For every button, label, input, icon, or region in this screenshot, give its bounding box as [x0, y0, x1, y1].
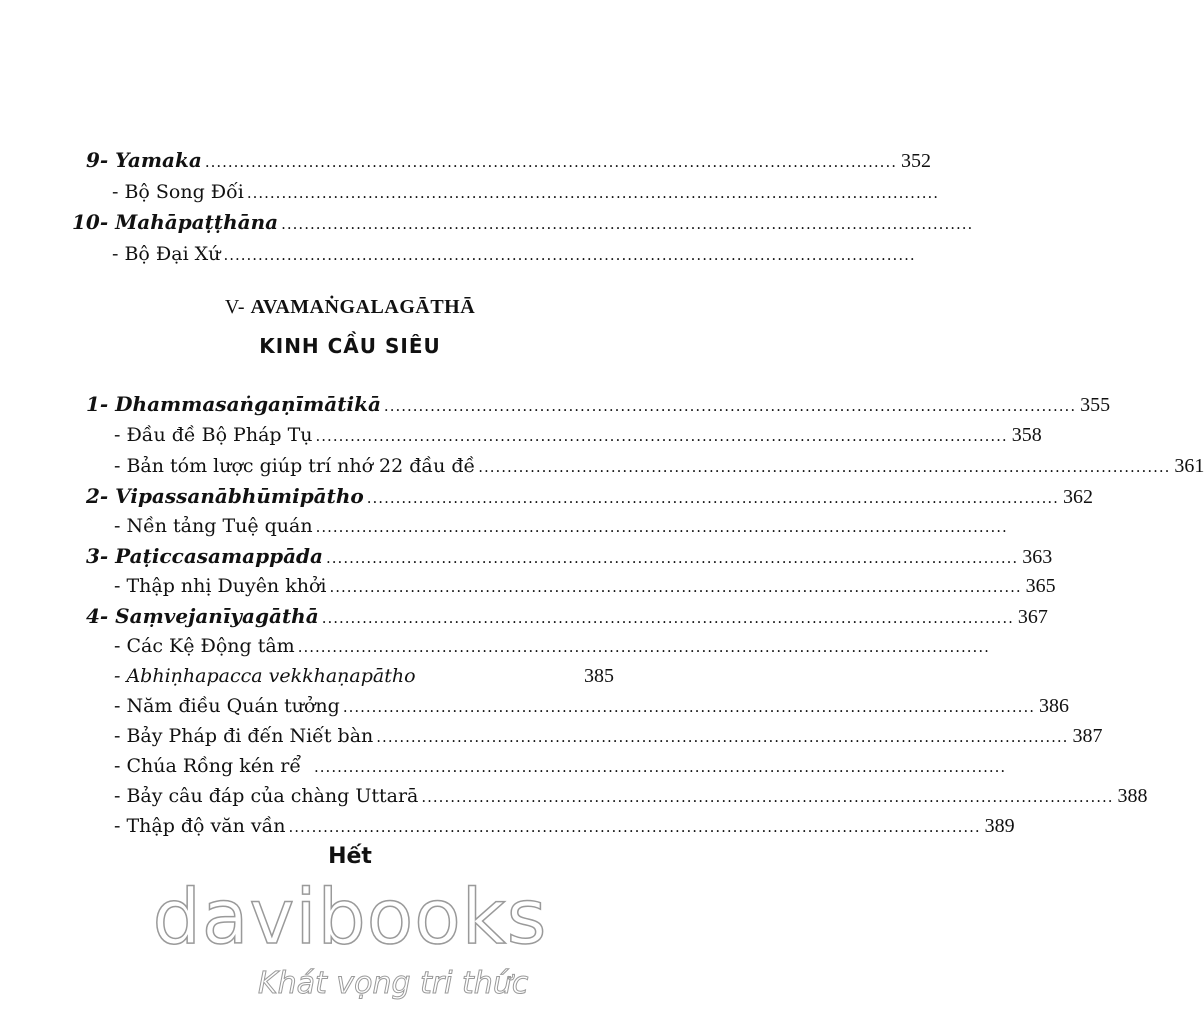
toc-row — [114, 632, 990, 660]
toc-row — [86, 602, 1048, 630]
toc-row — [114, 572, 1056, 600]
toc-page: 355 — [1080, 394, 1111, 416]
toc-row — [114, 752, 1007, 780]
toc-row — [114, 512, 1008, 540]
toc-label: - Bộ Song Đối — [112, 181, 244, 203]
toc-page: 367 — [1017, 606, 1048, 628]
toc-row-song-doi — [112, 178, 940, 206]
toc-leader: ........................................................................................................................ — [314, 758, 1007, 776]
toc-page: 386 — [1038, 695, 1069, 717]
section-heading — [0, 296, 700, 319]
section-subtitle: KINH CẦU SIÊU — [259, 334, 441, 358]
toc-label: - Abhiṇhapacca vekkhaṇapātho — [114, 665, 416, 687]
end-marker: Hết — [328, 844, 372, 869]
toc-row — [114, 452, 1204, 480]
toc-leader: ........................................................................................................................ — [329, 578, 1022, 596]
toc-leader: ........................................................................................................................ — [376, 728, 1069, 746]
toc-leader: ........................................................................................................................ — [342, 698, 1035, 716]
toc-page: 387 — [1072, 725, 1103, 747]
toc-label: - Bản tóm lược giúp trí nhớ 22 đầu đề — [114, 455, 476, 477]
toc-row — [86, 482, 1093, 510]
toc-row — [114, 722, 1103, 750]
toc-leader: ........................................................................................................................ — [326, 549, 1019, 567]
toc-leader: ........................................................................................................................ — [315, 427, 1008, 445]
toc-label: - Bộ Đại Xứ — [112, 243, 221, 265]
toc-page: 389 — [984, 815, 1015, 837]
toc-label: - Bảy Pháp đi đến Niết bàn — [114, 725, 374, 747]
toc-label: - Bảy câu đáp của chàng Uttarā — [114, 785, 419, 807]
toc-leader: ........................................................................................................................ — [366, 489, 1059, 507]
toc-row — [114, 662, 614, 690]
toc-row — [86, 542, 1053, 570]
toc-page: 362 — [1062, 486, 1093, 508]
toc-row — [86, 390, 1111, 418]
toc-label: 1- Dhammasaṅgaṇīmātikā — [86, 392, 381, 416]
toc-leader: ........................................................................................................................ — [281, 215, 974, 233]
watermark-tagline: Khát vọng tri thức — [258, 966, 529, 1001]
toc-label: - Thập nhị Duyên khởi — [114, 575, 327, 597]
toc-label: 3- Paṭiccasamappāda — [86, 544, 324, 568]
toc-label: - Thập độ văn vần — [114, 815, 286, 837]
toc-row — [114, 421, 1042, 449]
toc-leader: ........................................................................................................................ — [383, 397, 1077, 415]
toc-label: 10- Mahāpaṭṭhāna — [72, 210, 279, 234]
toc-row — [114, 812, 1015, 840]
toc-row — [114, 692, 1069, 720]
toc-leader: ........................................................................................................................ — [478, 458, 1171, 476]
toc-label: - Chúa Rồng kén rể — [114, 755, 302, 777]
toc-row-dai-xu — [112, 240, 916, 268]
toc-page: 385 — [584, 665, 614, 687]
toc-page: 352 — [900, 150, 931, 172]
toc-page: 361 — [1174, 455, 1204, 477]
toc-page: 365 — [1025, 575, 1056, 597]
toc-page: 358 — [1011, 424, 1042, 446]
toc-label: 9- Yamaka — [86, 148, 202, 172]
section-title: AVAMAṄGALAGĀTHĀ — [250, 296, 476, 318]
toc-row-mahapatthana — [72, 208, 974, 236]
toc-leader: ........................................................................................................................ — [204, 153, 897, 171]
toc-page: 388 — [1117, 785, 1148, 807]
watermark-brand: davibooks — [152, 872, 548, 961]
toc-page: 363 — [1022, 546, 1053, 568]
toc-label: 4- Saṃvejanīyagāthā — [86, 604, 319, 628]
toc-leader: ........................................................................................................................ — [297, 638, 990, 656]
toc-leader: ........................................................................................................................ — [246, 184, 940, 202]
section-number: V- — [224, 296, 246, 318]
toc-label: - Năm điều Quán tưởng — [114, 695, 340, 717]
toc-label: - Các Kệ Động tâm — [114, 635, 295, 657]
toc-leader: ........................................................................................................................ — [315, 518, 1008, 536]
toc-leader: ........................................................................................................................ — [421, 788, 1114, 806]
toc-row — [114, 782, 1148, 810]
toc-leader: ........................................................................................................................ — [223, 246, 916, 264]
toc-leader: ........................................................................................................................ — [288, 818, 981, 836]
toc-label: - Đầu đề Bộ Pháp Tụ — [114, 424, 313, 446]
toc-leader: ........................................................................................................................ — [321, 609, 1014, 627]
toc-row-yamaka — [86, 146, 931, 174]
toc-label: 2- Vipassanābhūmipātho — [86, 484, 364, 508]
toc-label: - Nền tảng Tuệ quán — [114, 515, 313, 537]
